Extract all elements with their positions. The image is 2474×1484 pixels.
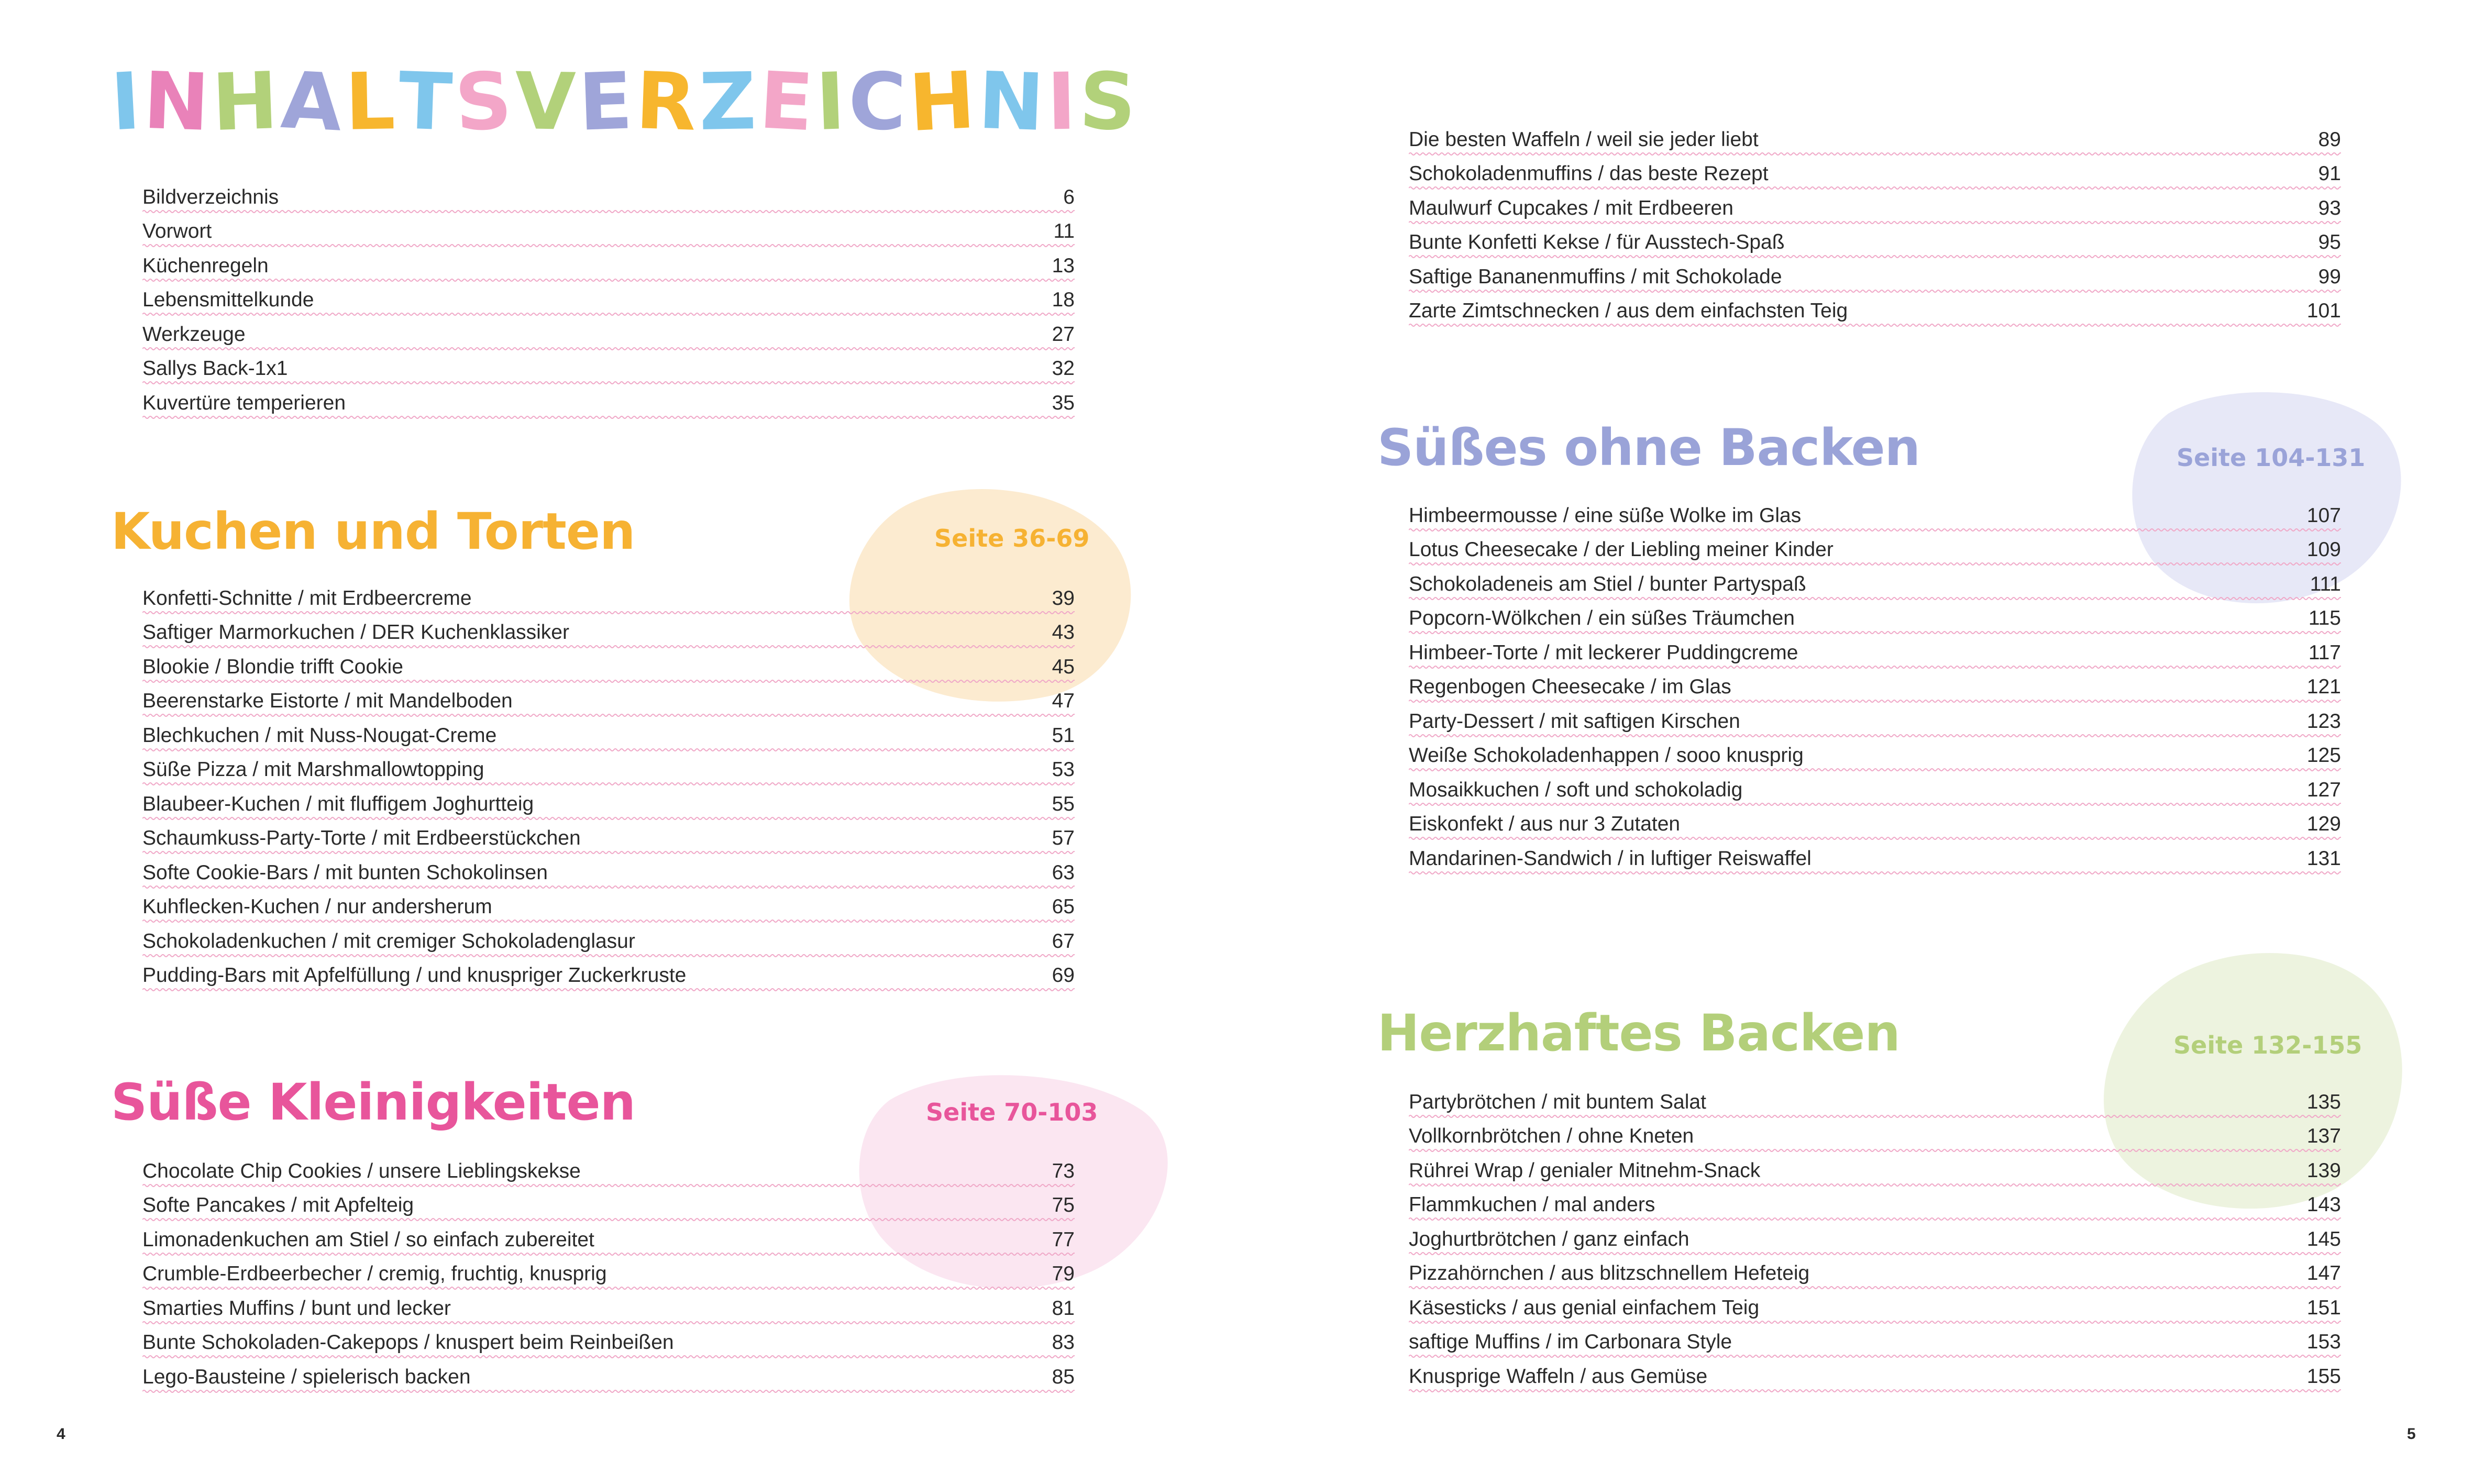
toc-entry <box>1409 669 2341 704</box>
wavy-divider <box>142 919 1075 923</box>
toc-entry <box>142 786 1075 821</box>
section-pages-herzhaft: Seite 132-155 <box>2173 1031 2362 1059</box>
toc-entry-page: 39 <box>1052 586 1075 610</box>
toc-entry-page: 11 <box>1053 220 1075 242</box>
wavy-divider <box>142 850 1075 855</box>
toc-entry-title: Konfetti-Schnitte / mit Erdbeercreme <box>142 586 472 610</box>
toc-entry-page: 51 <box>1052 724 1075 747</box>
toc-entry <box>142 923 1075 958</box>
toc-entry-title: Sallys Back-1x1 <box>142 357 288 380</box>
wavy-divider <box>142 1286 1075 1290</box>
wavy-divider <box>142 1183 1075 1188</box>
title-letter: S <box>1078 56 1141 149</box>
toc-entry-page: 117 <box>2308 641 2341 664</box>
toc-entry <box>1409 806 2341 841</box>
wavy-divider <box>1409 1217 2341 1221</box>
wavy-divider <box>1409 1286 2341 1290</box>
title-letter: E <box>757 55 819 149</box>
wavy-divider <box>1409 871 2341 875</box>
toc-entry <box>1409 293 2341 328</box>
wavy-divider <box>1409 699 2341 703</box>
toc-entry-page: 55 <box>1052 792 1075 815</box>
toc-entry-page: 13 <box>1052 254 1075 277</box>
toc-entry <box>142 179 1075 214</box>
wavy-divider <box>142 885 1075 889</box>
toc-entry <box>1409 225 2341 259</box>
wavy-divider <box>1409 254 2341 259</box>
toc-entry-title: Saftige Bananenmuffins / mit Schokolade <box>1409 265 1782 288</box>
wavy-divider <box>142 278 1075 282</box>
section-heading-kuchen: Kuchen und Torten <box>111 502 635 561</box>
title-letter: H <box>907 54 981 150</box>
toc-entry-page: 35 <box>1052 391 1075 414</box>
toc-entry-page: 85 <box>1052 1365 1075 1388</box>
toc-entry-page: 127 <box>2306 778 2341 801</box>
toc-entry <box>142 855 1075 889</box>
toc-entry-page: 129 <box>2306 813 2341 835</box>
toc-entry-title: Party-Dessert / mit saftigen Kirschen <box>1409 710 1740 733</box>
toc-entry-title: Joghurtbrötchen / ganz einfach <box>1409 1227 1689 1250</box>
toc-entry-title: Vollkornbrötchen / ohne Kneten <box>1409 1125 1694 1147</box>
toc-entry-title: Schaumkuss-Party-Torte / mit Erdbeerstückchen <box>142 827 581 849</box>
wavy-divider <box>1409 665 2341 669</box>
toc-entry-page: 81 <box>1052 1297 1075 1320</box>
toc-entry-title: Kuhflecken-Kuchen / nur andersherum <box>142 895 492 918</box>
toc-entry-page: 27 <box>1052 323 1075 346</box>
toc-entry-title: Kuvertüre temperieren <box>142 391 346 414</box>
toc-entry <box>1409 1187 2341 1222</box>
title-letter: H <box>211 55 283 149</box>
toc-entry <box>142 821 1075 855</box>
toc-entry-title: Mosaikkuchen / soft und schokoladig <box>1409 778 1743 801</box>
toc-entry <box>142 1359 1075 1393</box>
wavy-divider <box>142 381 1075 385</box>
toc-entry <box>142 1153 1075 1188</box>
title-letter: I <box>108 56 146 149</box>
toc-entry-page: 18 <box>1052 289 1075 311</box>
toc-entry <box>1409 1221 2341 1256</box>
toc-entry-title: Maulwurf Cupcakes / mit Erdbeeren <box>1409 196 1733 219</box>
toc-entry <box>1409 497 2341 532</box>
title-letter: A <box>279 54 348 150</box>
section-heading-ohne-backen: Süßes ohne Backen <box>1377 418 1920 477</box>
toc-entry-title: saftige Muffins / im Carbonara Style <box>1409 1331 1732 1353</box>
wavy-divider <box>142 816 1075 821</box>
wavy-divider <box>142 679 1075 683</box>
wavy-divider <box>142 1217 1075 1222</box>
wavy-divider <box>1409 1354 2341 1358</box>
toc-entry <box>142 615 1075 649</box>
toc-entry <box>142 351 1075 385</box>
section-pages-kuchen: Seite 36-69 <box>934 524 1090 552</box>
toc-entry-title: Schokoladenmuffins / das beste Rezept <box>1409 162 1769 185</box>
toc-entry-title: Schokoladenkuchen / mit cremiger Schokoladenglasur <box>142 929 635 953</box>
toc-entry-title: Käsesticks / aus genial einfachem Teig <box>1409 1296 1760 1319</box>
wavy-divider <box>1409 836 2341 840</box>
toc-entry-title: Eiskonfekt / aus nur 3 Zutaten <box>1409 813 1681 835</box>
wavy-divider <box>142 988 1075 992</box>
wavy-divider <box>1409 1320 2341 1324</box>
toc-entry <box>1409 601 2341 635</box>
toc-entry <box>1409 1256 2341 1290</box>
wavy-divider <box>1409 1148 2341 1153</box>
toc-entry-page: 145 <box>2306 1227 2341 1250</box>
toc-entry-page: 123 <box>2306 710 2341 733</box>
toc-entry <box>142 1188 1075 1222</box>
toc-entry-page: 115 <box>2308 607 2341 629</box>
toc-entry <box>1409 840 2341 875</box>
toc-entry-page: 57 <box>1052 827 1075 849</box>
toc-entry-page: 107 <box>2306 504 2341 527</box>
wavy-divider <box>1409 1389 2341 1393</box>
ohne-backen-list <box>1409 497 2341 875</box>
section-heading-kleinigkeiten: Süße Kleinigkeiten <box>111 1073 635 1132</box>
wavy-divider <box>1409 1114 2341 1118</box>
toc-entry-page: 99 <box>2318 265 2341 288</box>
toc-entry-title: Werkzeuge <box>142 323 246 346</box>
toc-entry-page: 77 <box>1052 1228 1075 1251</box>
toc-entry <box>1409 635 2341 669</box>
wavy-divider <box>1409 152 2341 156</box>
toc-entry-page: 47 <box>1052 690 1075 712</box>
toc-entry-title: Crumble-Erdbeerbecher / cremig, fruchtig, knusprig <box>142 1262 607 1285</box>
toc-entry <box>1409 259 2341 293</box>
toc-entry <box>1409 566 2341 601</box>
toc-entry-title: Die besten Waffeln / weil sie jeder liebt <box>1409 128 1759 151</box>
toc-entry-page: 137 <box>2306 1125 2341 1147</box>
wavy-divider <box>1409 596 2341 601</box>
toc-entry <box>1409 1153 2341 1187</box>
toc-entry-page: 43 <box>1052 621 1075 644</box>
wavy-divider <box>142 611 1075 615</box>
kleinigkeiten-list <box>142 1153 1075 1393</box>
wavy-divider <box>142 748 1075 752</box>
toc-entry <box>1409 532 2341 567</box>
toc-entry <box>1409 121 2341 156</box>
wavy-divider <box>1409 734 2341 738</box>
toc-entry-page: 83 <box>1052 1331 1075 1354</box>
toc-entry-title: Regenbogen Cheesecake / im Glas <box>1409 675 1731 698</box>
toc-entry <box>142 752 1075 787</box>
wavy-divider <box>1409 630 2341 635</box>
wavy-divider <box>142 782 1075 786</box>
toc-entry-title: Beerenstarke Eistorte / mit Mandelboden <box>142 690 513 712</box>
toc-entry-page: 153 <box>2306 1331 2341 1353</box>
toc-entry-title: Blookie / Blondie trifft Cookie <box>142 655 403 678</box>
wavy-divider <box>1409 768 2341 772</box>
wavy-divider <box>142 209 1075 214</box>
toc-entry-title: Chocolate Chip Cookies / unsere Lieblingskekse <box>142 1159 581 1182</box>
toc-entry <box>142 580 1075 615</box>
toc-entry-title: Softe Cookie-Bars / mit bunten Schokolinsen <box>142 861 548 884</box>
title-letter: R <box>634 55 701 149</box>
toc-entry-title: Smarties Muffins / bunt und lecker <box>142 1297 451 1320</box>
toc-entry-page: 125 <box>2306 744 2341 767</box>
toc-entry-title: Blechkuchen / mit Nuss-Nougat-Creme <box>142 724 497 747</box>
title-letter: N <box>141 55 214 149</box>
wavy-divider <box>1409 220 2341 225</box>
toc-entry-title: Flammkuchen / mal anders <box>1409 1193 1655 1216</box>
wavy-divider <box>1409 1183 2341 1187</box>
toc-entry <box>1409 738 2341 772</box>
toc-entry-title: Zarte Zimtschnecken / aus dem einfachsten Teig <box>1409 300 1848 322</box>
toc-entry-title: Pizzahörnchen / aus blitzschnellem Hefeteig <box>1409 1262 1810 1284</box>
toc-entry-page: 53 <box>1052 758 1075 781</box>
wavy-divider <box>1409 1252 2341 1256</box>
wavy-divider <box>142 415 1075 419</box>
kuchen-list <box>142 580 1075 992</box>
toc-entry-page: 95 <box>2318 231 2341 253</box>
toc-entry-page: 73 <box>1052 1159 1075 1182</box>
toc-entry-title: Küchenregeln <box>142 254 269 277</box>
toc-entry-title: Himbeer-Torte / mit leckerer Puddingcreme <box>1409 641 1798 664</box>
wavy-divider <box>1409 528 2341 532</box>
toc-entry <box>1409 1290 2341 1324</box>
toc-entry-page: 151 <box>2306 1296 2341 1319</box>
toc-entry-page: 32 <box>1052 357 1075 380</box>
toc-entry-page: 67 <box>1052 929 1075 953</box>
toc-entry-title: Mandarinen-Sandwich / in luftiger Reiswaffel <box>1409 847 1812 870</box>
toc-entry-title: Lego-Bausteine / spielerisch backen <box>142 1365 471 1388</box>
toc-entry <box>1409 190 2341 225</box>
toc-entry <box>142 282 1075 317</box>
wavy-divider <box>1409 186 2341 190</box>
toc-entry-page: 79 <box>1052 1262 1075 1285</box>
toc-entry-page: 143 <box>2306 1193 2341 1216</box>
toc-entry-title: Blaubeer-Kuchen / mit fluffigem Joghurtteig <box>142 792 534 815</box>
wavy-divider <box>142 312 1075 316</box>
toc-entry-page: 93 <box>2318 196 2341 219</box>
toc-entry-page: 135 <box>2306 1090 2341 1113</box>
wavy-divider <box>142 645 1075 649</box>
toc-entry-page: 111 <box>2310 572 2341 595</box>
toc-entry <box>142 683 1075 718</box>
toc-entry <box>142 1256 1075 1291</box>
wavy-divider <box>142 1389 1075 1393</box>
toc-entry-page: 6 <box>1063 185 1075 208</box>
toc-entry-title: Schokoladeneis am Stiel / bunter Partyspaß <box>1409 572 1806 595</box>
section-pages-ohne-backen: Seite 104-131 <box>2177 444 2366 472</box>
toc-entry <box>1409 772 2341 806</box>
section-pages-kleinigkeiten: Seite 70-103 <box>926 1098 1098 1126</box>
herzhaft-list <box>1409 1084 2341 1393</box>
wavy-divider <box>142 347 1075 351</box>
toc-entry-title: Weiße Schokoladenhappen / sooo knusprig <box>1409 744 1804 767</box>
toc-entry-title: Bildverzeichnis <box>142 185 279 208</box>
toc-entry-page: 109 <box>2306 538 2341 561</box>
toc-entry-title: Pudding-Bars mit Apfelfüllung / und knuspriger Zuckerkruste <box>142 964 687 987</box>
toc-entry-page: 45 <box>1052 655 1075 678</box>
toc-entry-page: 147 <box>2306 1262 2341 1284</box>
toc-entry-title: Lotus Cheesecake / der Liebling meiner Kinder <box>1409 538 1834 561</box>
toc-entry <box>1409 1118 2341 1153</box>
toc-entry <box>142 889 1075 924</box>
toc-entry <box>1409 1358 2341 1393</box>
toc-entry-page: 69 <box>1052 964 1075 987</box>
toc-entry-title: Limonadenkuchen am Stiel / so einfach zubereitet <box>142 1228 594 1251</box>
toc-entry <box>142 316 1075 351</box>
section-heading-herzhaft: Herzhaftes Backen <box>1377 1004 1900 1062</box>
toc-entry-page: 131 <box>2306 847 2341 870</box>
wavy-divider <box>1409 802 2341 806</box>
toc-entry-page: 91 <box>2318 162 2341 185</box>
toc-entry-page: 155 <box>2306 1365 2341 1388</box>
toc-entry-title: Lebensmittelkunde <box>142 289 314 311</box>
toc-entry <box>1409 156 2341 191</box>
toc-entry <box>142 1222 1075 1256</box>
wavy-divider <box>1409 562 2341 566</box>
title-letter: E <box>577 56 637 149</box>
toc-entry-title: Softe Pancakes / mit Apfelteig <box>142 1194 414 1216</box>
toc-entry-title: Saftiger Marmorkuchen / DER Kuchenklassiker <box>142 621 569 644</box>
toc-entry-title: Vorwort <box>142 220 212 242</box>
toc-entry <box>142 717 1075 752</box>
wavy-divider <box>142 1355 1075 1359</box>
toc-entry <box>1409 1084 2341 1118</box>
toc-entry-title: Partybrötchen / mit buntem Salat <box>1409 1090 1706 1113</box>
toc-entry <box>142 248 1075 282</box>
title-letter: T <box>396 56 457 149</box>
title-letter: C <box>847 56 910 148</box>
toc-entry <box>142 1290 1075 1325</box>
title-letter: V <box>514 56 580 149</box>
toc-entry-page: 65 <box>1052 895 1075 918</box>
toc-entry-title: Bunte Konfetti Kekse / für Ausstech-Spaß <box>1409 231 1785 253</box>
wavy-divider <box>142 1321 1075 1325</box>
wavy-divider <box>142 1252 1075 1256</box>
page-number-right: 5 <box>2407 1425 2416 1443</box>
title-letter: I <box>814 56 851 149</box>
toc-entry-title: Bunte Schokoladen-Cakepops / knuspert beim Reinbeißen <box>142 1331 674 1354</box>
toc-entry-page: 101 <box>2306 300 2341 322</box>
toc-entry <box>142 1325 1075 1359</box>
wavy-divider <box>1409 323 2341 327</box>
toc-entry <box>142 649 1075 683</box>
toc-entry <box>142 385 1075 419</box>
page-number-left: 4 <box>57 1425 65 1443</box>
toc-entry-page: 75 <box>1052 1194 1075 1216</box>
title-letter: Z <box>698 56 760 148</box>
wavy-divider <box>142 243 1075 248</box>
title-letter: N <box>976 55 1049 149</box>
toc-entry-title: Himbeermousse / eine süße Wolke im Glas <box>1409 504 1802 527</box>
toc-entry-title: Knusprige Waffeln / aus Gemüse <box>1409 1365 1708 1388</box>
toc-entry <box>1409 1324 2341 1359</box>
intro-list <box>142 179 1075 419</box>
toc-entry-page: 139 <box>2306 1159 2341 1182</box>
toc-entry-title: Süße Pizza / mit Marshmallowtopping <box>142 758 484 781</box>
title-letter: L <box>344 56 400 148</box>
toc-entry-page: 121 <box>2306 675 2341 698</box>
title-letter: I <box>1046 56 1080 148</box>
wavy-divider <box>142 954 1075 958</box>
toc-entry-page: 89 <box>2318 128 2341 151</box>
toc-entry <box>142 958 1075 992</box>
toc-entry-page: 63 <box>1052 861 1075 884</box>
wavy-divider <box>142 713 1075 717</box>
kleinigkeiten-continued-list <box>1409 121 2341 327</box>
page-title <box>108 54 1141 150</box>
toc-entry-title: Rührei Wrap / genialer Mitnehm-Snack <box>1409 1159 1761 1182</box>
toc-entry-title: Popcorn-Wölkchen / ein süßes Träumchen <box>1409 607 1795 629</box>
toc-entry <box>1409 703 2341 738</box>
wavy-divider <box>1409 289 2341 293</box>
toc-entry <box>142 214 1075 248</box>
title-letter: S <box>452 55 517 149</box>
